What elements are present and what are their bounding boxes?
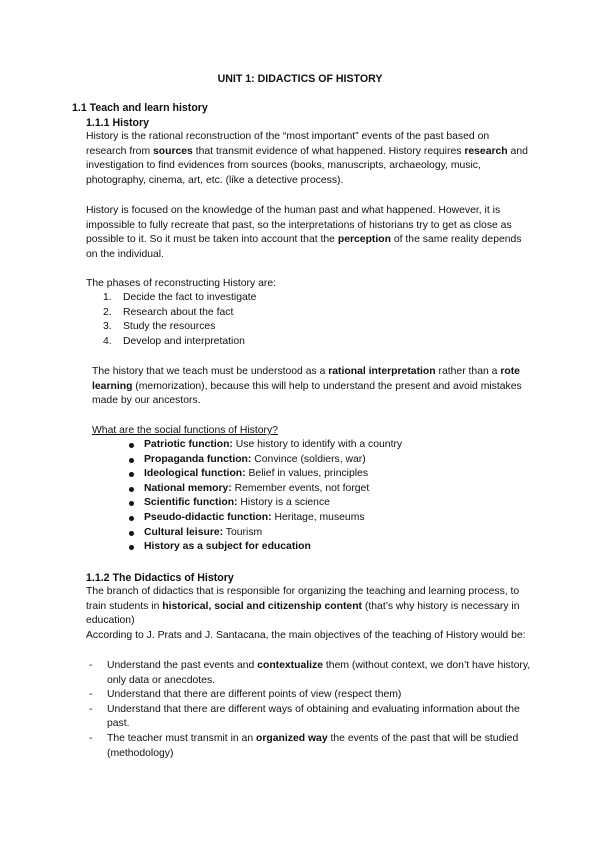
list-item: Pseudo-didactic function: Heritage, museums (128, 511, 402, 526)
history-focus-paragraph: History is focused on the knowledge of the human past and what happened. However, it is impossible to fully recreate that past, so the interpretations of historians try to get as close as possible to it. So it must be taken into account that the perception of the same reality depends on the individual. (86, 205, 522, 260)
bullet-icon (129, 472, 134, 477)
list-item: Cultural leisure: Tourism (128, 526, 402, 541)
bullet-icon (129, 443, 134, 448)
list-item: Propaganda function: Convince (soldiers, war) (128, 453, 402, 468)
list-item: - The teacher must transmit in an organized way the events of the past that will be studied (methodology) (89, 732, 519, 759)
bullet-icon (129, 531, 134, 536)
list-item: 3. Study the resources (103, 321, 216, 333)
objectives-intro: According to J. Prats and J. Santacana, the main objectives of the teaching of History would be: (86, 629, 526, 641)
list-item: History as a subject for education (128, 540, 402, 555)
social-functions-list (128, 438, 402, 555)
list-item: 1. Decide the fact to investigate (103, 292, 257, 303)
list-item: 2. Research about the fact (103, 306, 234, 318)
bullet-icon (129, 516, 134, 521)
didactics-paragraph: The branch of didactics that is responsible for organizing the teaching and learning process, to train students in historical, social and citizenship content (that’s why history is necessary in education) According to J. Prats and J. Santacana, the main objectives of the teaching of History would be: (86, 585, 532, 643)
subsection-heading-didactics: 1.1.2 The Didactics of History (86, 572, 234, 584)
list-item: 4. Develop and interpretation (103, 335, 245, 347)
social-functions-question: What are the social functions of History? (92, 425, 278, 436)
bullet-icon (129, 501, 134, 506)
list-item: Scientific function: History is a science (128, 496, 402, 511)
list-item: - Understand that there are different ways of obtaining and evaluating information about the past. (89, 703, 520, 730)
teaching-history-paragraph: The history that we teach must be understood as a rational interpretation rather than a rote learning (memorization), because this will help to understand the present and avoid mistakes made by our ancestors. (92, 366, 522, 407)
section-heading: 1.1 Teach and learn history (72, 102, 208, 114)
list-item: - Understand that there are different points of view (respect them) (89, 689, 402, 701)
subsection-heading-history: 1.1.1 History (86, 117, 150, 129)
bullet-icon (129, 458, 134, 463)
list-item: - Understand the past events and contextualize them (without context, we don’t have history, only data or anecdotes. (89, 660, 531, 686)
bullet-icon (129, 487, 134, 492)
list-item: Ideological function: Belief in values, principles (128, 467, 402, 482)
objectives-list (86, 659, 532, 761)
bullet-icon (129, 545, 134, 550)
list-item: Patriotic function: Use history to identify with a country (128, 438, 402, 453)
history-definition-paragraph: History is the rational reconstruction of the “most important” events of the past based on research from sources that transmit evidence of what happened. History requires research and investigation to find evidences from sources (books, manuscripts, archaeology, music, photography, cinema, art, etc. (like a detective process). (86, 131, 528, 186)
list-item: National memory: Remember events, not forget (128, 482, 402, 497)
unit-title: UNIT 1: DIDACTICS OF HISTORY (217, 73, 383, 85)
phases-intro: The phases of reconstructing History are: (86, 278, 277, 289)
phases-list (86, 291, 256, 349)
